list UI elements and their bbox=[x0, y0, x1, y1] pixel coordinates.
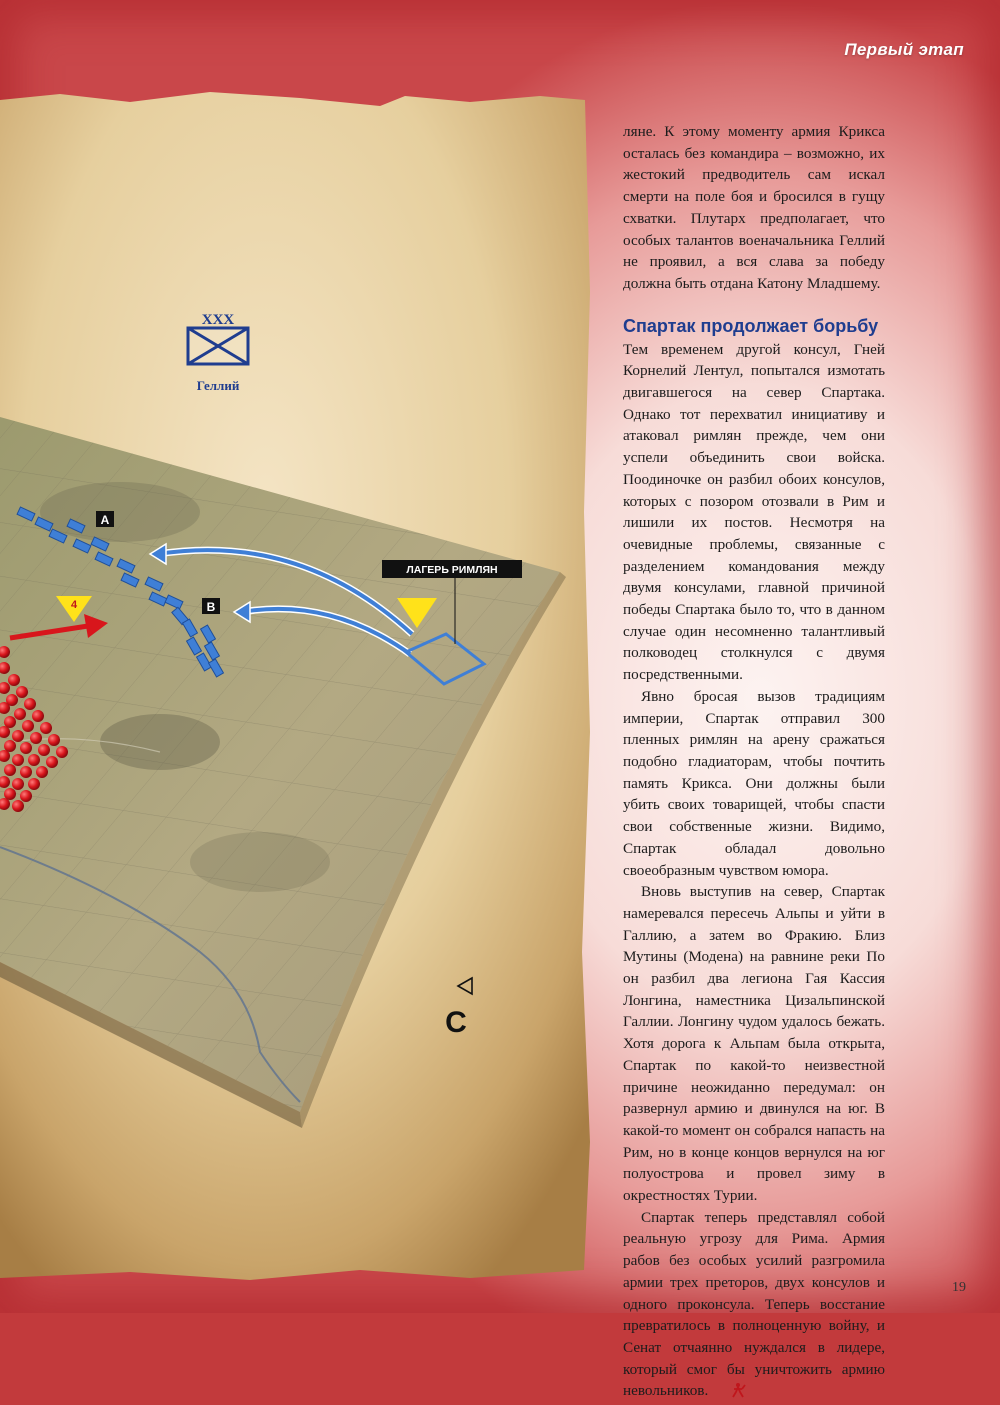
article-text bbox=[623, 121, 885, 1405]
paragraph-2: Явно бросая вызов традициям империи, Спартак отправил 300 пленных римлян на арену сражаться подобно гладиаторам, чтобы почтить память Крикса. Они должны были убить своих товарищей, чтобы спасти свои собственные жизни. Видимо, Спартак обладал довольно своеобразным чувством юмора. bbox=[623, 687, 885, 879]
paragraph-intro: ляне. К этому моменту армия Крикса осталась без командира – возможно, их жестокий предводитель сам искал смерти на поле боя и бросился в гущу схватки. Плутарх предполагает, что особых талантов военачальника Геллий не проявил, а вся слава за победу должна быть отдана Катону Младшему. bbox=[623, 123, 885, 292]
label-a: A bbox=[100, 513, 110, 527]
page-number: 19 bbox=[952, 1280, 966, 1295]
paragraph-4 bbox=[623, 1207, 885, 1405]
label-b: B bbox=[206, 600, 216, 614]
camp-label: ЛАГЕРЬ РИМЛЯН bbox=[406, 564, 498, 576]
unit-size-label: XXX bbox=[201, 312, 235, 328]
section-heading: Спартак продолжает борьбу bbox=[623, 315, 879, 336]
unit-name-label: Геллий bbox=[196, 378, 240, 393]
gellius-unit-symbol bbox=[188, 328, 248, 364]
gladiator-end-icon bbox=[712, 1382, 746, 1405]
battle-map bbox=[0, 92, 590, 1282]
paragraph-3: Вновь выступив на север, Спартак намеревался пересечь Альпы и уйти в Галлию, а затем во Фракию. Близ Мутины (Модена) на равнине реки По он разбил два легиона Гая Кассия Лонгина, наместника Цизальпинской Галлии. Лонгину чудом удалось бежать. Хотя дорога к Альпам была открыта, Спартак по какой-то неизвестной причине неожиданно передумал: он развернул армию и двинулся на юг. В какой-то момент он собрался напасть на Рим, но в конце концов вернулся на юг полуострова и провел зиму в окрестностях Турии. bbox=[623, 883, 885, 1205]
section-title: Первый этап bbox=[844, 40, 964, 59]
paragraph-1: Тем временем другой консул, Гней Корнелий Лентул, попытался измотать двигавшегося на север Спартака. Однако тот перехватил инициативу и атаковал римлян прежде, чем они успели объединить свои войска. Поодиночке он разбил обоих консулов, которых с позором отозвали в Рим и лишили их постов. Несмотря на очевидные проблемы, связанные с разделением командования между двумя консулами, главной причиной победы Спартака было то, что в данном случае один несомненно талантливый полководец столкнулся с двумя посредственными. bbox=[623, 340, 885, 684]
phase-number: 4 bbox=[70, 599, 78, 611]
compass-label: С bbox=[445, 1006, 467, 1039]
paragraph-4-text: Спартак теперь представлял собой реальную угрозу для Рима. Армия рабов без особых усилий разгромила армии трех преторов, двух консулов и одного проконсула. Теперь восстание превратилось в полноценную войну, и Сенат отчаянно нуждался в лидере, который смог бы уничтожить армию невольников. bbox=[623, 1208, 885, 1400]
